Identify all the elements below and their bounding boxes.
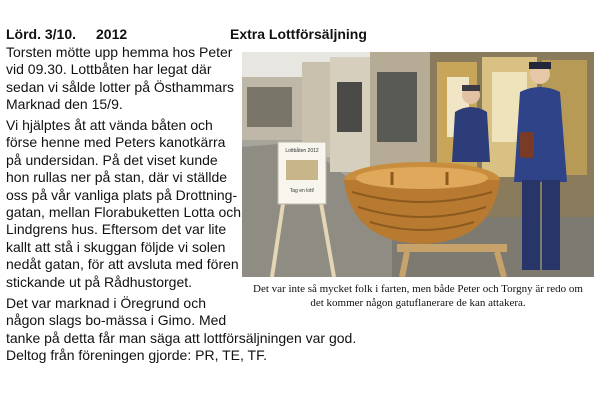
- article-header: [6, 26, 596, 44]
- text-line: gatan, mellan Florabuketten Lotta och: [6, 204, 242, 221]
- street-photo: [242, 52, 594, 277]
- text-line: någon slags bo-mässa i Gimo. Med: [6, 312, 227, 329]
- photo-illustration: [242, 52, 594, 277]
- year-label: 2012: [96, 26, 128, 42]
- text-line: hon rullas ner på stan, där vi ställde: [6, 169, 228, 186]
- text-line: Det var marknad i Öregrund och: [6, 295, 206, 311]
- paragraph-intro: [6, 44, 234, 114]
- text-line: Lindgrens hus. Eftersom det var lite: [6, 221, 227, 238]
- sign-title: Lottbåten 2012: [285, 148, 319, 154]
- text-line: tanke på detta får man säga att lottförsäljningen var god.: [6, 329, 357, 346]
- text-line: Marknad den 15/9.: [6, 96, 123, 113]
- text-line: Deltog från föreningen gjorde: PR, TE, TF.: [6, 347, 267, 364]
- text-line: vid 09.30. Lottbåten har legat där: [6, 61, 212, 78]
- text-line: på undersidan. På det viset kunde: [6, 151, 218, 168]
- text-line: kallt att stå i skuggan följde vi solen: [6, 238, 226, 255]
- text-line: förse henne med Peters kanotkärra: [6, 134, 226, 151]
- text-line: Torsten mötte upp hemma hos Peter: [6, 44, 233, 60]
- paragraph-boat: [6, 117, 241, 291]
- text-line: oss på vår vanliga plats på Drottning-: [6, 186, 238, 203]
- text-line: nedåt gatan, för att avsluta med fören: [6, 256, 239, 273]
- text-line: stickande ut på Rådhustorget.: [6, 273, 193, 290]
- text-line: Vi hjälptes åt att vända båten och: [6, 117, 213, 133]
- date-label: Lörd. 3/10.: [6, 26, 77, 42]
- text-line: sedan vi sålde lotter på Östhammars: [6, 78, 234, 95]
- caption-line: det kommer någon gatuflanerare de kan attakera.: [310, 297, 526, 309]
- article-heading: Extra Lottförsäljning: [230, 26, 367, 42]
- caption-line: Det var inte så mycket folk i farten, men både Peter och Torgny är redo om: [253, 283, 583, 295]
- photo-caption: [242, 282, 594, 310]
- sign-subtitle: Tag en lott!: [289, 188, 315, 194]
